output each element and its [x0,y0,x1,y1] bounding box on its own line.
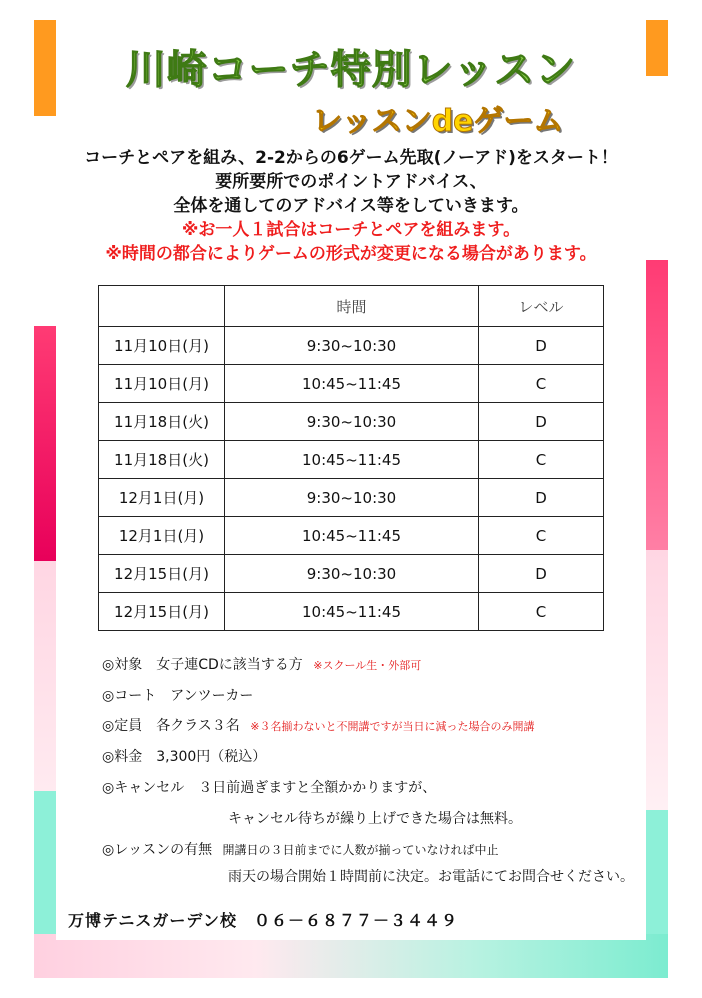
time-cell: 9:30~10:30 [225,403,479,441]
time-cell: 10:45~11:45 [225,365,479,403]
schedule-table [98,285,604,631]
level-cell: D [479,555,604,593]
time-cell: 9:30~10:30 [225,555,479,593]
table-header-cell [99,286,225,327]
table-row [99,441,604,479]
info-capacity [102,715,534,735]
page-subtitle: レッスンdeゲーム [312,104,564,139]
info-court: ◎コート アンツーカー [102,688,254,704]
time-cell: 10:45~11:45 [225,441,479,479]
table-row [99,517,604,555]
level-cell: C [479,517,604,555]
date-cell: 12月1日(月) [99,517,225,555]
level-cell: C [479,441,604,479]
time-cell: 10:45~11:45 [225,517,479,555]
table-row [99,327,604,365]
intro-notice: ※時間の都合によりゲームの形式が変更になる場合があります。 [105,244,597,264]
info-held-note: 開講日の３日前までに人数が揃っていなければ中止 [222,843,499,857]
date-cell: 11月10日(月) [99,365,225,403]
table-header-cell: レベル [479,286,604,327]
date-cell: 11月18日(火) [99,403,225,441]
info-capacity-text: ◎定員 各クラス３名 [102,718,240,734]
intro-notice: ※お一人１試合はコーチとペアを組みます。 [181,220,521,240]
info-cancel: ◎キャンセル ３日前過ぎますと全額かかりますが、 [102,780,437,796]
info-held [102,839,499,859]
table-row [99,365,604,403]
level-cell: D [479,327,604,365]
info-target-note: ※スクール生・外部可 [313,659,422,672]
table-row [99,479,604,517]
date-cell: 11月10日(月) [99,327,225,365]
date-cell: 12月15日(月) [99,593,225,631]
info-cancel-line2: キャンセル待ちが繰り上げできた場合は無料。 [228,811,522,827]
time-cell: 9:30~10:30 [225,327,479,365]
table-header-row [99,286,604,327]
info-target [102,654,421,674]
bottom-decoration-band [34,934,668,978]
time-cell: 9:30~10:30 [225,479,479,517]
date-cell: 12月15日(月) [99,555,225,593]
info-held-note2: 雨天の場合開始１時間前に決定。お電話にてお問合せください。 [228,869,634,885]
info-capacity-note: ※３名揃わないと不開講ですが当日に減った場合のみ開講 [250,720,535,733]
intro-line: コーチとペアを組み、2-2からの6ゲーム先取(ノーアド)をスタート！ [84,148,618,168]
time-cell: 10:45~11:45 [225,593,479,631]
contact-footer: 万博テニスガーデン校 ０６－６８７７－３４４９ [68,911,459,930]
page-title: 川崎コーチ特別レッスン [125,47,577,93]
table-header-cell: 時間 [225,286,479,327]
intro-text [0,146,702,266]
date-cell: 11月18日(火) [99,441,225,479]
level-cell: C [479,365,604,403]
level-cell: C [479,593,604,631]
level-cell: D [479,479,604,517]
intro-line: 要所要所でのポイントアドバイス、 [215,172,487,192]
table-row [99,403,604,441]
table-row [99,555,604,593]
info-fee: ◎料金 3,300円（税込） [102,749,267,765]
date-cell: 12月1日(月) [99,479,225,517]
intro-line: 全体を通してのアドバイス等をしていきます。 [173,196,529,216]
table-row [99,593,604,631]
info-target-text: ◎対象 女子連CDに該当する方 [102,657,303,673]
info-held-text: ◎レッスンの有無 [102,842,213,858]
level-cell: D [479,403,604,441]
